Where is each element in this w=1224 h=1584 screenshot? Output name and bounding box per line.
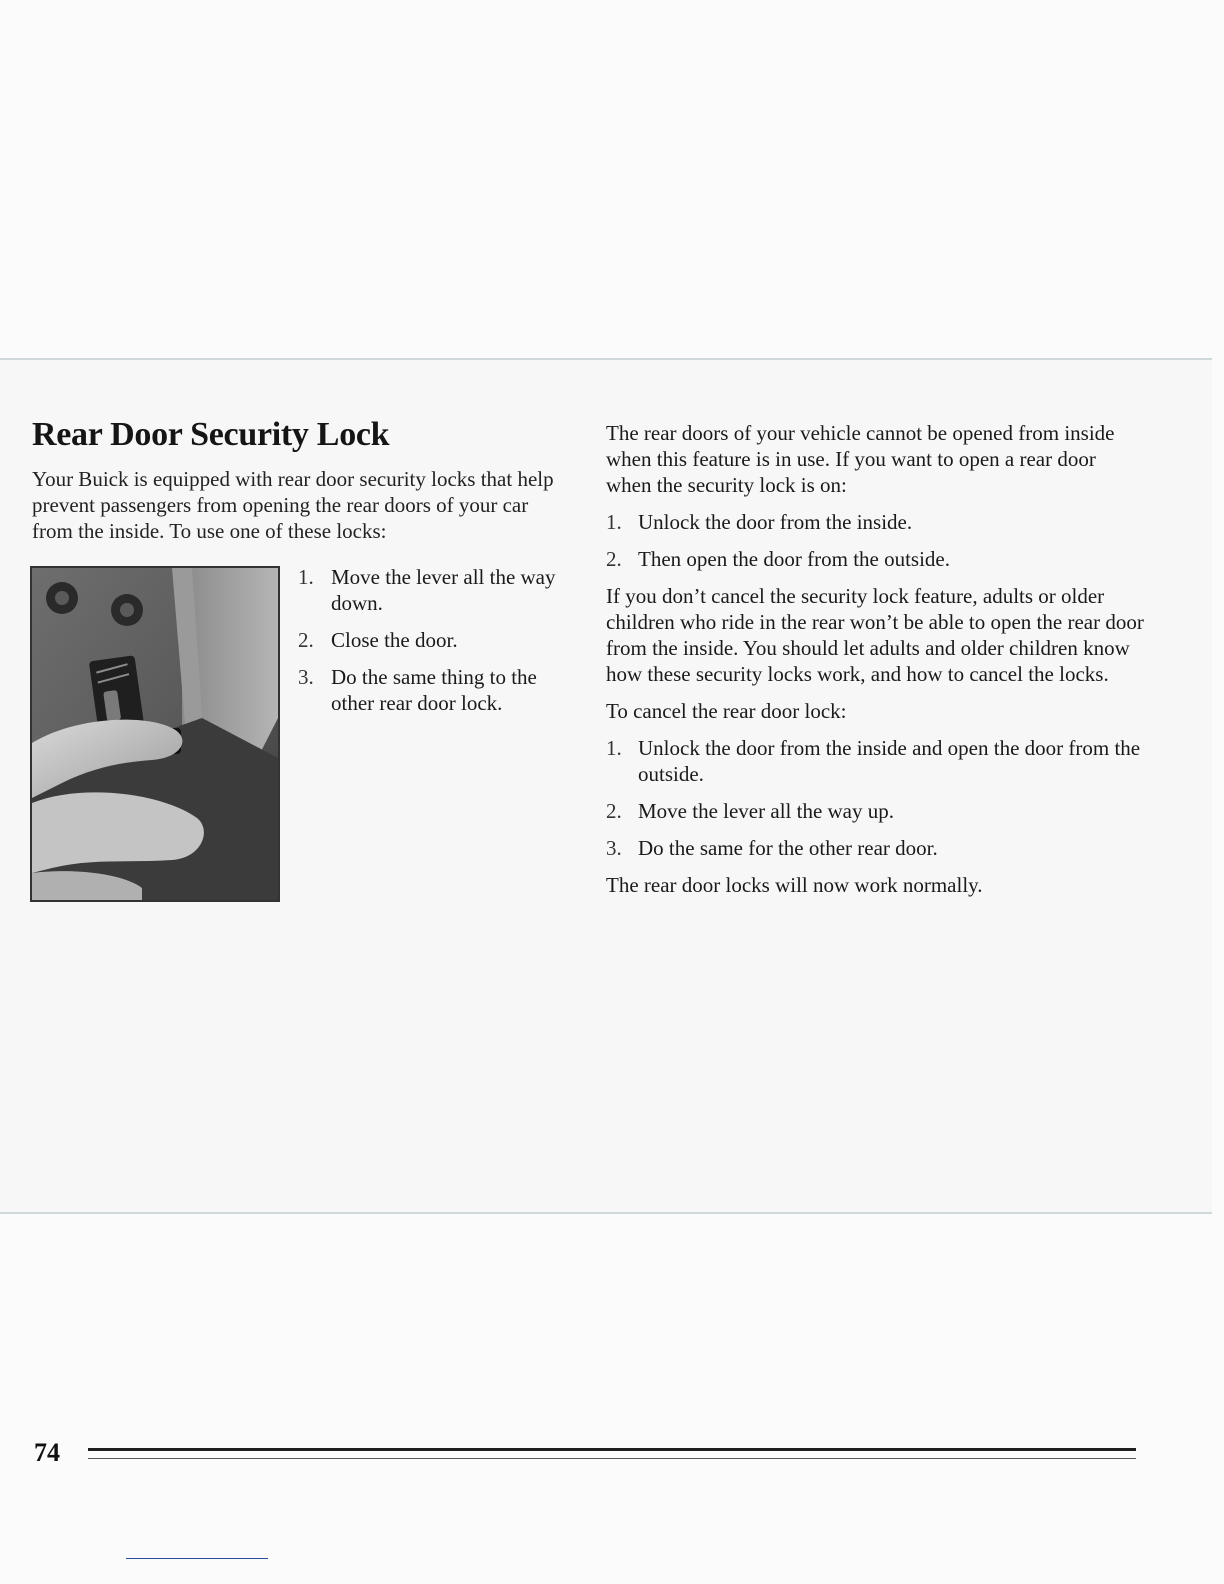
step-text: Do the same thing to the other rear door lock. [331,665,537,715]
page-title: Rear Door Security Lock [32,416,390,453]
footer-rule-thin [88,1458,1136,1459]
step-number: 1. [298,565,314,589]
list-item [606,798,1146,824]
cancel-intro: To cancel the rear door lock: [606,699,847,723]
list-item [298,627,578,653]
lock-lever-illustration [32,568,278,900]
page-number: 74 [34,1438,60,1467]
step-text: Move the lever all the way up. [638,799,894,823]
lock-lever-photo [30,566,280,902]
open-steps-list [606,509,1146,572]
step-text: Then open the door from the outside. [638,547,951,571]
step-number: 2. [606,547,622,571]
step-number: 2. [606,799,622,823]
list-item [606,509,1146,535]
list-item [298,564,578,616]
step-number: 3. [298,665,314,689]
open-rear-door-paragraph: The rear doors of your vehicle cannot be opened from inside when this feature is in use. If you want to open a rear door when the security lock is on: [606,421,1115,497]
step-number: 1. [606,510,622,534]
step-number: 1. [606,736,622,760]
footer-rule [88,1448,1136,1451]
step-number: 3. [606,836,622,860]
step-number: 2. [298,628,314,652]
cancel-steps-list [606,735,1146,861]
step-text: Unlock the door from the inside. [638,510,913,534]
list-item [298,664,578,716]
intro-paragraph: Your Buick is equipped with rear door security locks that help prevent passengers from opening the rear doors of your car from the inside. To use one of these locks: [32,467,554,543]
step-text: Do the same for the other rear door. [638,836,938,860]
right-column [606,420,1146,909]
list-item [606,835,1146,861]
step-text: Move the lever all the way down. [331,565,556,615]
manual-page [0,358,1212,1214]
bottom-link-rule [126,1558,268,1559]
step-text: Unlock the door from the inside and open the door from the outside. [638,736,1141,786]
list-item [606,546,1146,572]
list-item [606,735,1146,787]
step-text: Close the door. [331,628,458,652]
warning-paragraph: If you don’t cancel the security lock feature, adults or older children who ride in the rear won’t be able to open the rear door from the inside. You should let adults and older children know how these security locks work, and how to cancel the locks. [606,584,1144,686]
use-steps-list [298,564,578,727]
closing-paragraph: The rear door locks will now work normally. [606,873,983,897]
